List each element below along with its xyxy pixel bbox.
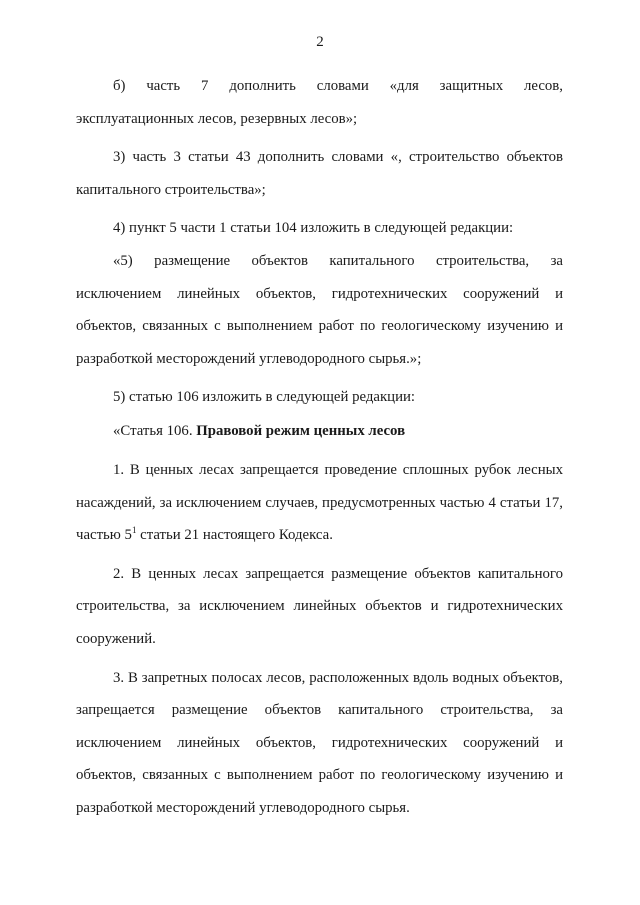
- paragraph-amendment-b: б) часть 7 дополнить словами «для защитных лесов, эксплуатационных лесов, резервных лесов»;: [76, 78, 563, 127]
- article-item-3: 3. В запретных полосах лесов, расположенных вдоль водных объектов, запрещается размещение объектов капитального строительства, за исключением линейных объектов, гидротехнических сооружений и объектов, связанных с выполнением работ по геологическому изучению и разработкой месторождений углеводородного сырья.: [76, 669, 563, 816]
- article-item-2: 2. В ценных лесах запрещается размещение объектов капитального строительства, за исключением линейных объектов и гидротехнических сооружений.: [76, 565, 563, 647]
- paragraph-amendment-3: 3) часть 3 статьи 43 дополнить словами «, строительство объектов капитального строительства»;: [76, 149, 563, 198]
- paragraph-amendment-5: 5) статью 106 изложить в следующей редакции:: [113, 389, 416, 406]
- article-title: Правовой режим ценных лесов: [196, 422, 406, 439]
- article-item-1: [76, 454, 563, 552]
- document-body: [76, 70, 563, 824]
- article-number: «Статья 106.: [113, 422, 193, 439]
- paragraph-new-point-5: «5) размещение объектов капитального строительства, за исключением линейных объектов, гидротехнических сооружений и объектов, связанных с выполнением работ по геологическому изучению и разработкой месторождений углеводородного сырья.»;: [76, 252, 563, 367]
- article-item-1-text: 1. В ценных лесах запрещается проведение сплошных рубок лесных насаждений, за исключением случаев, предусмотренных частью 4 статьи 17, частью 5: [76, 461, 563, 544]
- superscript: 1: [131, 525, 137, 536]
- article-item-1-end: статьи 21 настоящего Кодекса.: [140, 527, 333, 544]
- page-number: 2: [316, 34, 324, 50]
- paragraph-amendment-4: 4) пункт 5 части 1 статьи 104 изложить в следующей редакции:: [113, 220, 514, 237]
- article-heading: [76, 414, 563, 448]
